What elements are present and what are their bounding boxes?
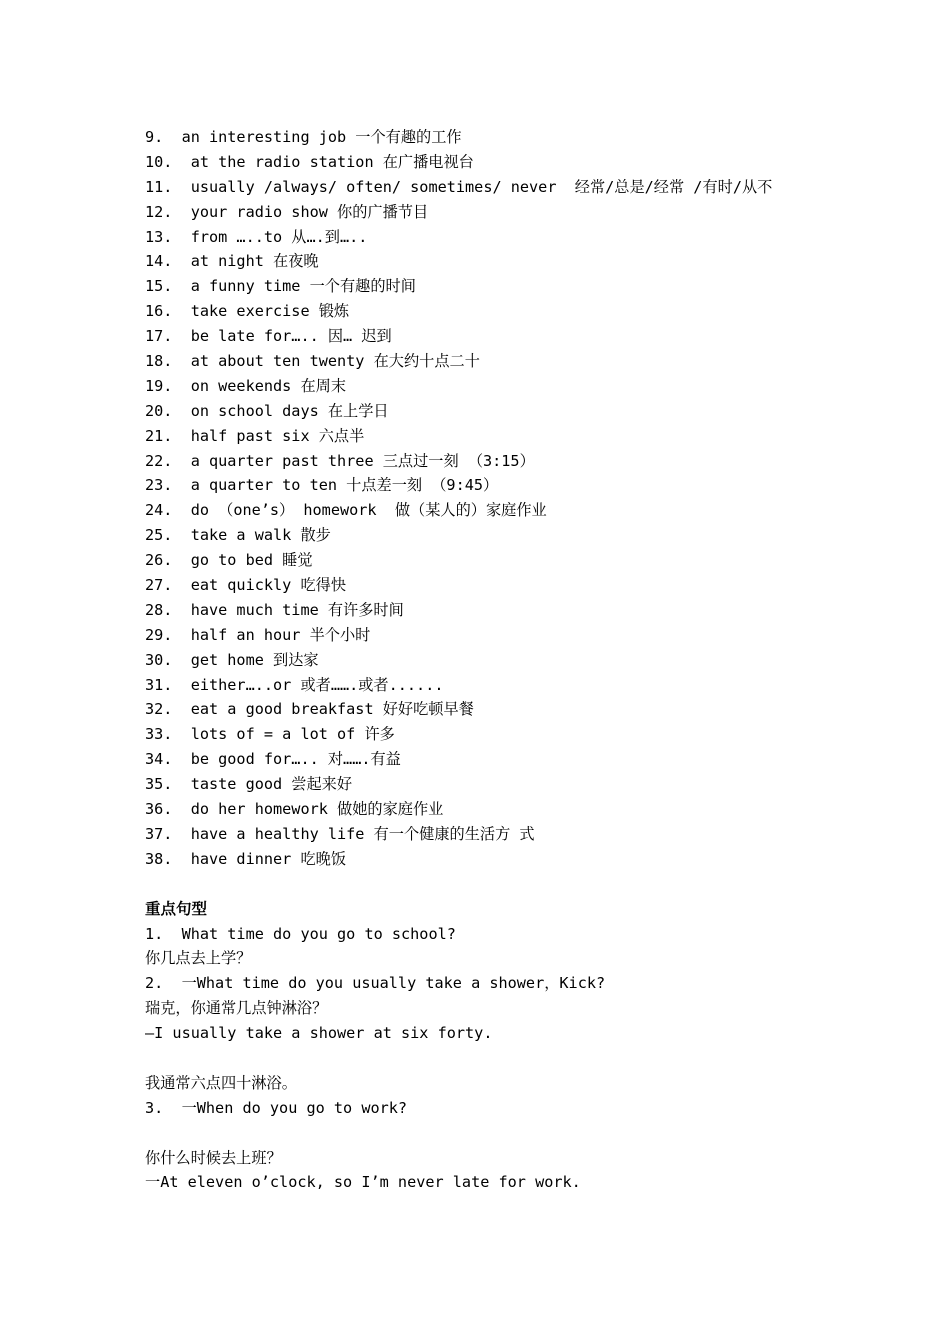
- vocab-item: 31. either…..or 或者…….或者......: [145, 675, 444, 694]
- vocab-item: 15. a funny time 一个有趣的时间: [145, 277, 416, 296]
- vocab-list: [145, 125, 905, 872]
- vocab-item: 36. do her homework 做她的家庭作业: [145, 800, 444, 819]
- vocab-item: 9. an interesting job 一个有趣的工作: [145, 128, 462, 146]
- vocab-item: 18. at about ten twenty 在大约十点二十: [145, 352, 480, 371]
- vocab-item: 12. your radio show 你的广播节目: [145, 202, 429, 221]
- vocab-item: 23. a quarter to ten 十点差一刻 （9:45）: [145, 476, 499, 495]
- vocab-item: 34. be good for….. 对…….有益: [145, 750, 401, 769]
- vocab-item: 27. eat quickly 吃得快: [145, 576, 347, 595]
- vocab-item: 16. take exercise 锻炼: [145, 302, 350, 321]
- vocab-item: 14. at night 在夜晚: [145, 252, 319, 271]
- vocab-item: 32. eat a good breakfast 好好吃顿早餐: [145, 700, 474, 719]
- vocab-item: 10. at the radio station 在广播电视台: [145, 152, 474, 171]
- vocab-item: 25. take a walk 散步: [145, 526, 331, 545]
- sentence-reply-english: —I usually take a shower at six forty.: [145, 1024, 493, 1043]
- sentence-spacer: [145, 1121, 905, 1146]
- vocab-item: 28. have much time 有许多时间: [145, 600, 404, 619]
- sentence-reply-english: 一At eleven o’clock, so I’m never late for work.: [145, 1173, 581, 1192]
- section-spacer: [145, 872, 905, 897]
- vocab-item: 20. on school days 在上学日: [145, 401, 389, 420]
- vocab-item: 11. usually /always/ often/ sometimes/ never 经常/总是/经常 /有时/从不: [145, 177, 773, 196]
- vocab-item: 17. be late for….. 因… 迟到: [145, 327, 392, 346]
- vocab-item: 24. do （one’s） homework 做（某人的）家庭作业: [145, 501, 547, 520]
- vocab-item: 13. from …..to 从….到…..: [145, 227, 368, 246]
- vocab-item: 22. a quarter past three 三点过一刻 （3:15）: [145, 451, 535, 470]
- sentence-chinese: 你什么时候去上班？: [145, 1148, 282, 1167]
- sentence-list: [145, 922, 905, 1196]
- vocab-item: 19. on weekends 在周末: [145, 376, 347, 395]
- vocab-item: 35. taste good 尝起来好: [145, 775, 353, 794]
- sentence-chinese: 你几点去上学？: [145, 949, 252, 968]
- sentence-chinese: 瑞克，你通常几点钟淋浴？: [145, 999, 328, 1018]
- vocab-item: 33. lots of = a lot of 许多: [145, 725, 395, 744]
- vocab-item: 37. have a healthy life 有一个健康的生活方 式: [145, 824, 535, 843]
- vocab-item: 21. half past six 六点半: [145, 426, 365, 445]
- sentence-reply-chinese: 我通常六点四十淋浴。: [145, 1073, 297, 1092]
- vocab-item: 29. half an hour 半个小时: [145, 625, 371, 644]
- sentence-spacer: [145, 1046, 905, 1071]
- document-content: [145, 125, 905, 1195]
- vocab-item: 30. get home 到达家: [145, 650, 319, 669]
- vocab-item: 26. go to bed 睡觉: [145, 551, 313, 570]
- sentence-english: 1. What time do you go to school?: [145, 924, 456, 943]
- sentence-english: 2. 一What time do you usually take a shower，Kick?: [145, 974, 606, 993]
- section-title: 重点句型: [145, 899, 208, 918]
- vocab-item: 38. have dinner 吃晚饭: [145, 849, 347, 868]
- sentence-english: 3. 一When do you go to work?: [145, 1098, 408, 1117]
